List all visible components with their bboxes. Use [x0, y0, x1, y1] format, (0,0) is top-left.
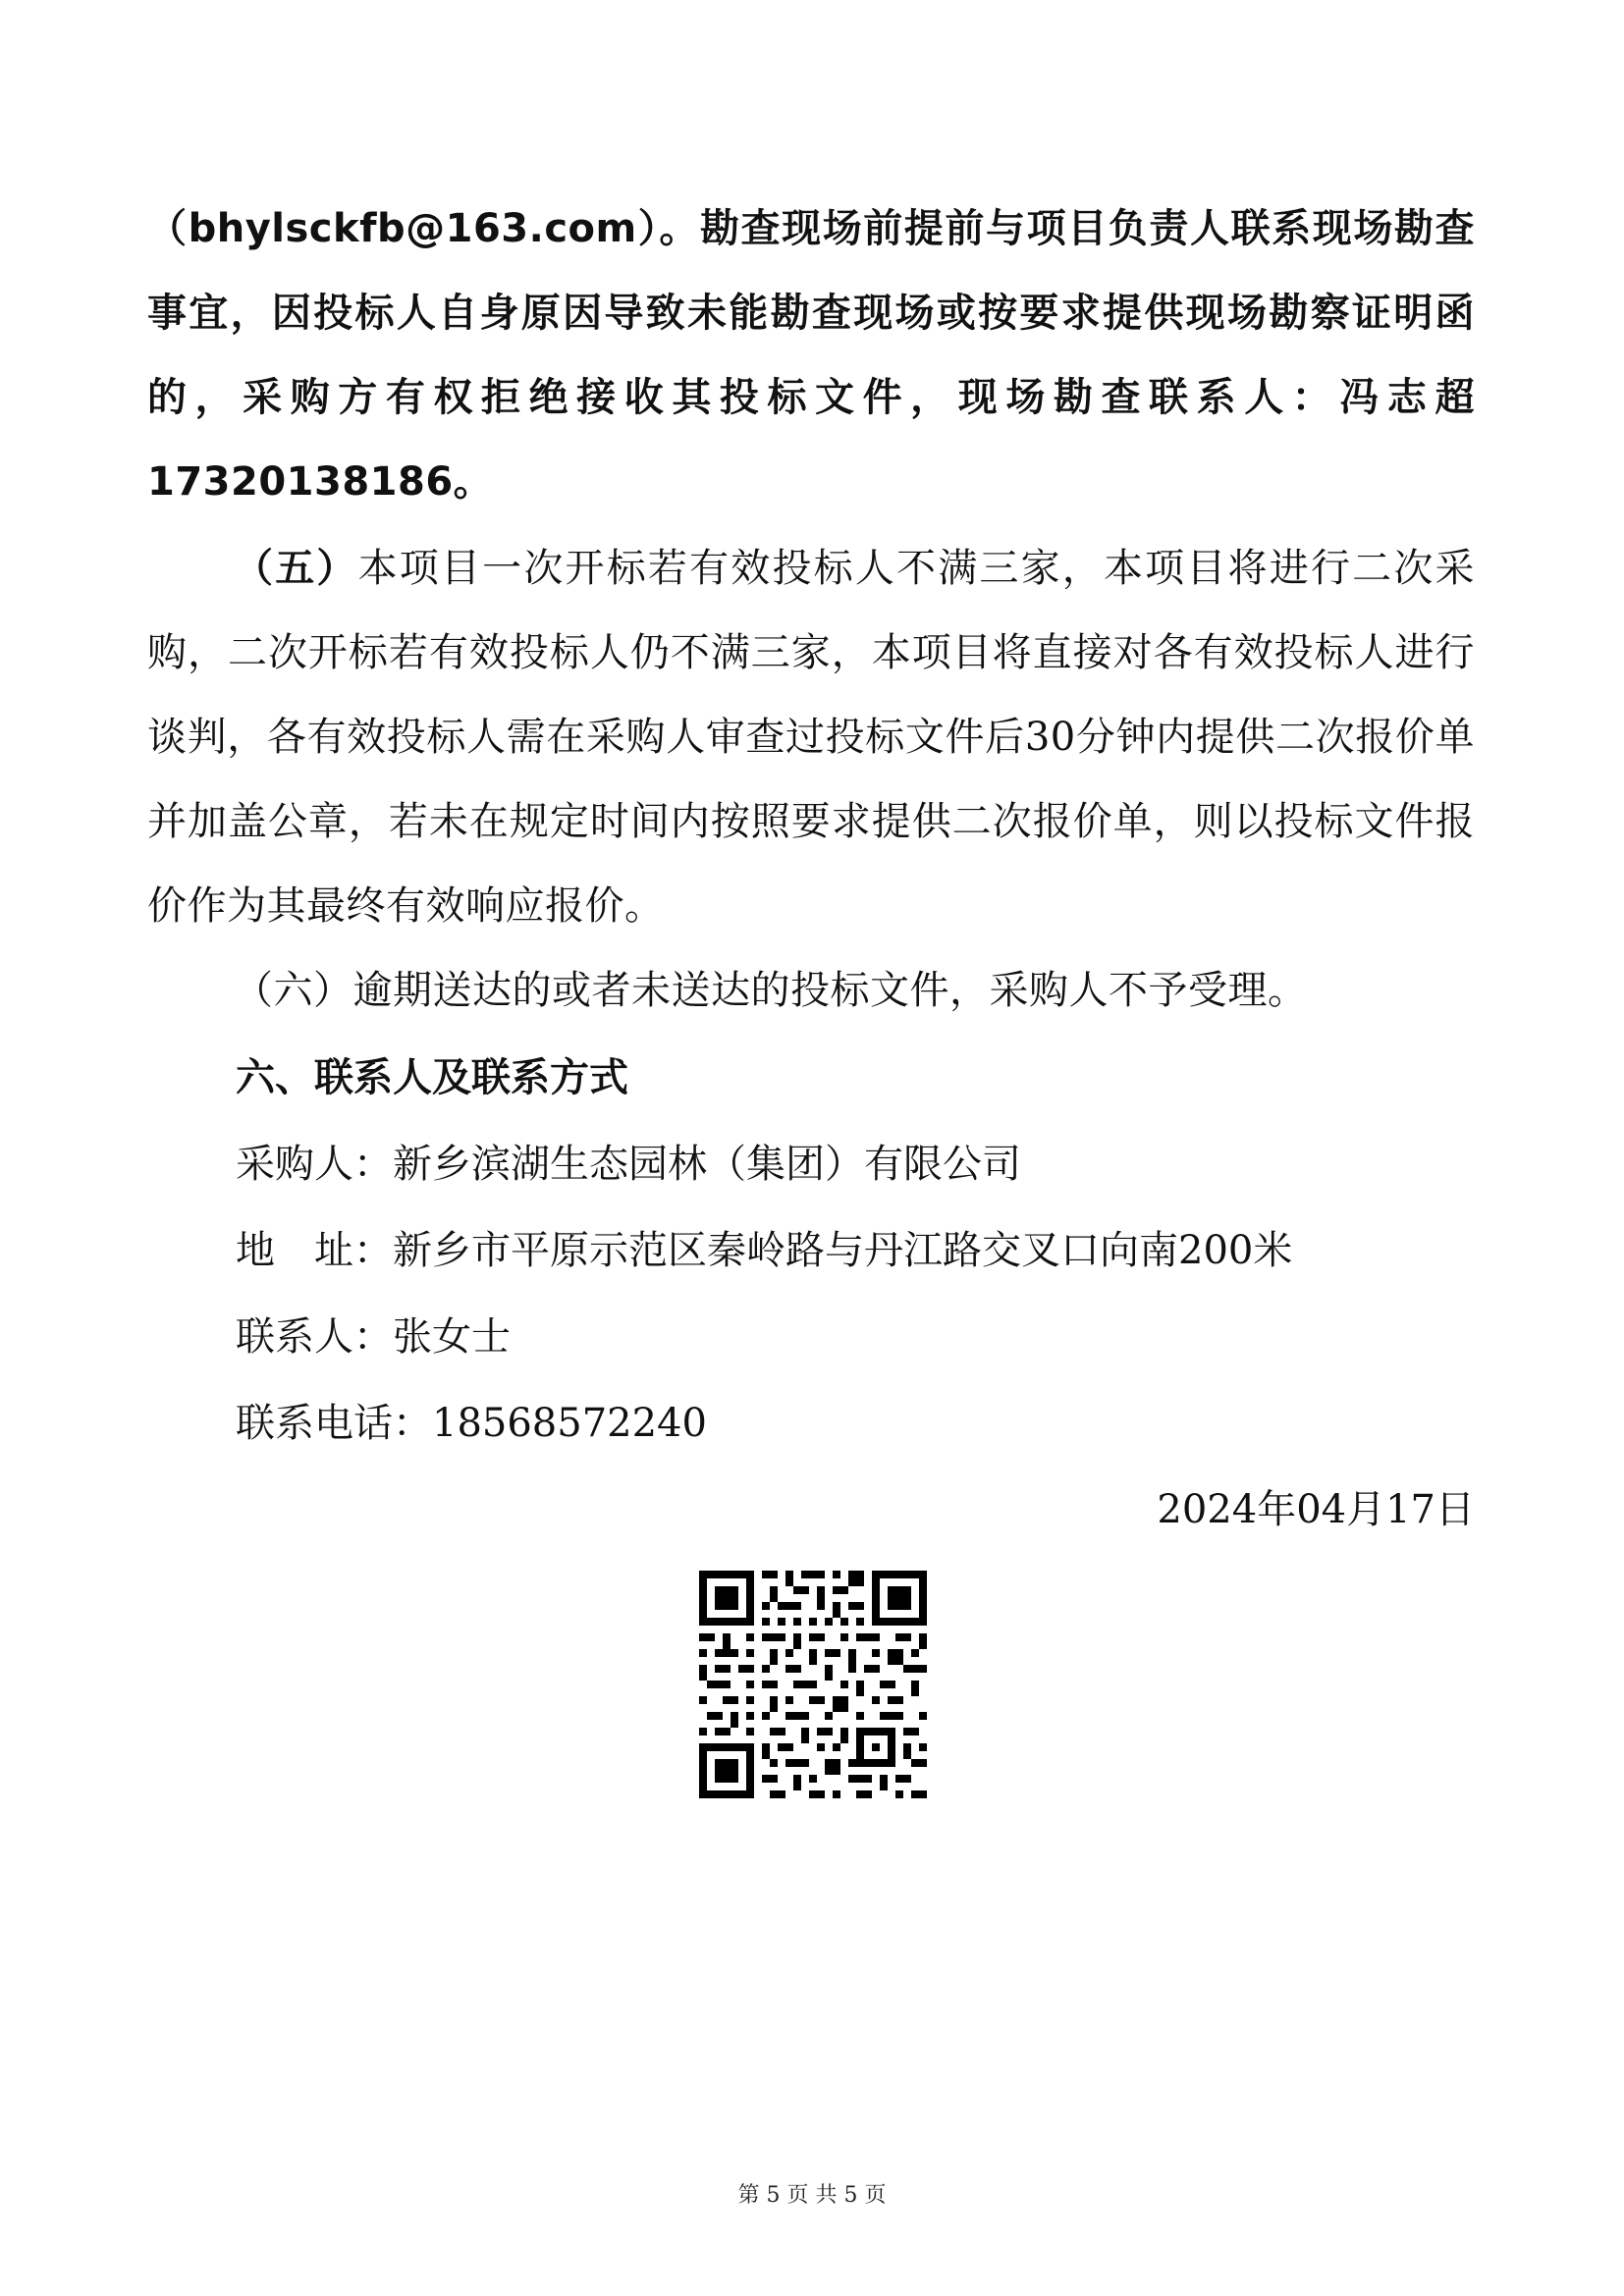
- paragraph-five-text: 本项目一次开标若有效投标人不满三家，本项目将进行二次采购，二次开标若有效投标人仍不满三家，本项目将直接对各有效投标人进行谈判，各有效投标人需在采购人审查过投标文件后30分钟内提供二次报价单并加盖公章，若未在规定时间内按照要求提供二次报价单，则以投标文件报价作为其最终有效响应报价。: [147, 546, 1476, 929]
- paragraph-five: [147, 526, 1475, 948]
- contact-person-line: 联系人：张女士: [236, 1314, 511, 1360]
- paragraph-six-text: 逾期送达的或者未送达的投标文件，采购人不予受理。: [352, 968, 1308, 1013]
- survey-contact-phone: 17320138186: [147, 459, 454, 505]
- paragraph-six: [147, 948, 1475, 1033]
- address-line: 地 址：新乡市平原示范区秦岭路与丹江路交叉口向南200米: [236, 1228, 1293, 1273]
- page-footer: 第 5 页 共 5 页: [737, 2183, 887, 2208]
- document-date: 2024年04月17日: [1157, 1487, 1475, 1532]
- purchaser-line: 采购人：新乡滨湖生态园林（集团）有限公司: [236, 1142, 1021, 1187]
- paragraph-six-label: （六）: [234, 968, 353, 1013]
- contact-phone-line: 联系电话：18568572240: [236, 1401, 707, 1446]
- site-survey-text: 。勘查现场前提前与项目负责人联系现场勘查事宜，因投标人自身原因导致未能勘查现场或按要求提供现场勘察证明函的，采购方有权拒绝接收其投标文件，现场勘查联系人：冯志超: [147, 206, 1475, 420]
- section-heading-contacts: 六、联系人及联系方式: [236, 1055, 628, 1100]
- paragraph-five-label: （五）: [234, 546, 358, 591]
- paragraph-site-survey: [147, 187, 1475, 524]
- email-text: （bhylsckfb@163.com）: [147, 206, 660, 251]
- qr-code-icon: [699, 1571, 927, 1798]
- paragraph-end-mark: 。: [453, 459, 494, 505]
